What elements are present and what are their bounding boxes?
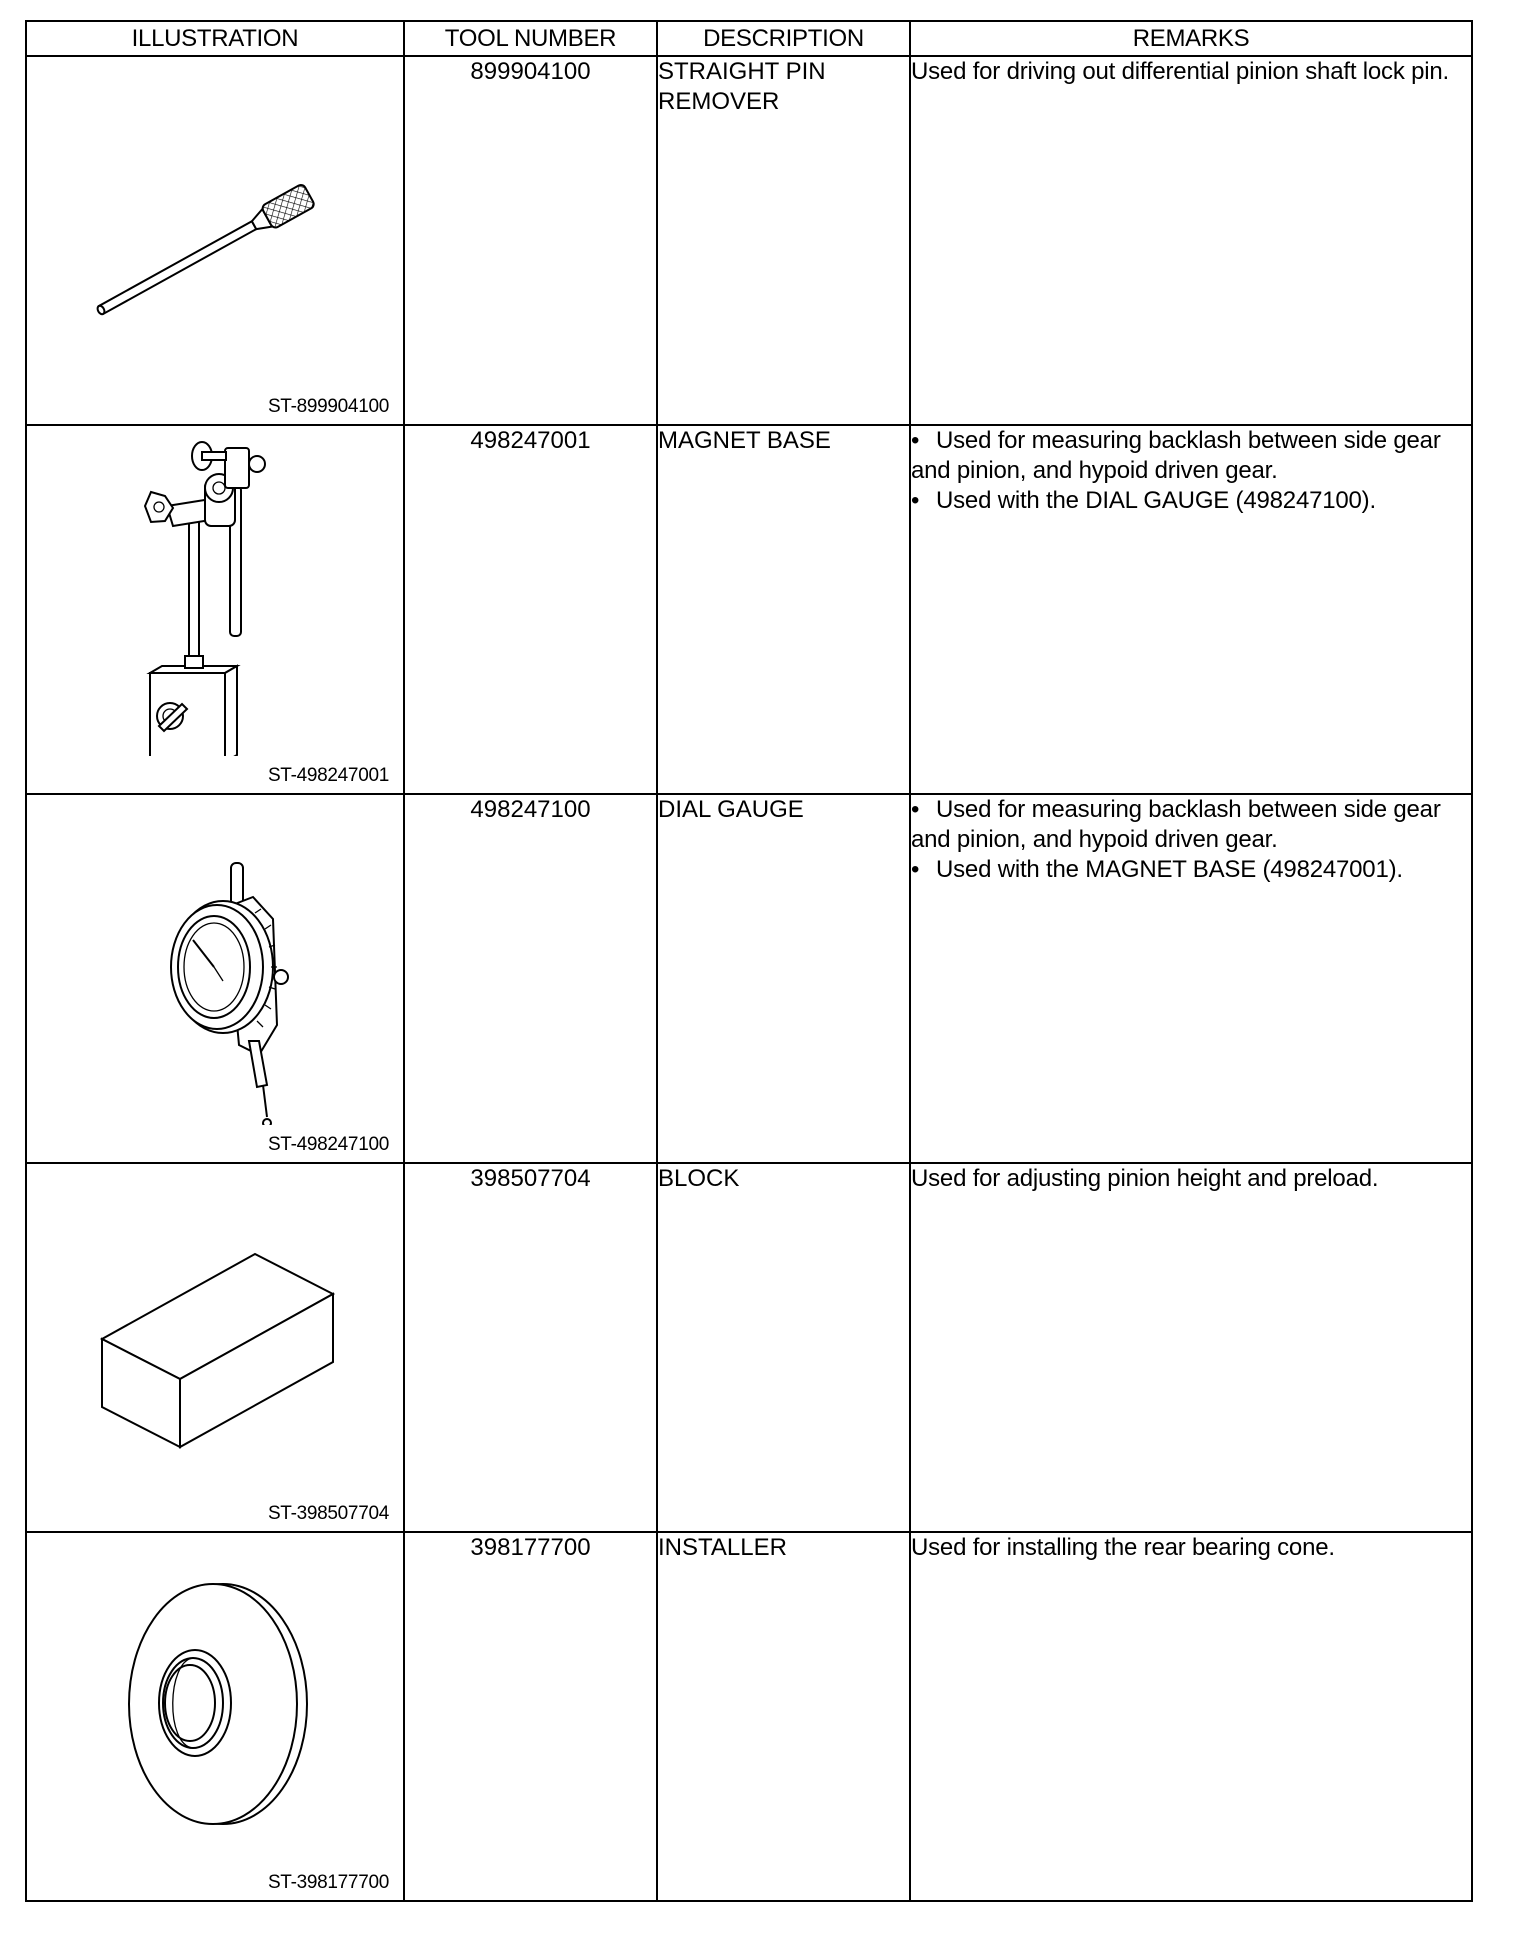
illustration-code: ST-899904100 [267, 396, 389, 417]
illustration-cell [26, 794, 404, 1163]
tool-number: 398177700 [404, 1532, 657, 1901]
tool-remarks [910, 1532, 1472, 1901]
tool-remarks [910, 794, 1472, 1163]
illustration-cell [26, 56, 404, 425]
special-tools-table [25, 20, 1473, 1902]
illustration-cell [26, 425, 404, 794]
illustration-cell [26, 1163, 404, 1532]
tool-number: 498247001 [404, 425, 657, 794]
tool-description: DIAL GAUGE [657, 794, 910, 1163]
remarks-text: Used for installing the rear bearing cone. [911, 1534, 1335, 1561]
illustration-code: ST-398177700 [267, 1872, 389, 1893]
dial-gauge-icon [27, 795, 401, 1125]
remarks-list [911, 426, 1471, 516]
tool-remarks [910, 56, 1472, 425]
header-remarks: REMARKS [910, 21, 1472, 56]
remarks-bullet: • Used for measuring backlash between side gear and pinion, and hypoid driven gear. [911, 427, 1441, 484]
table-row [26, 1163, 1472, 1532]
illustration-cell [26, 1532, 404, 1901]
header-tool-number: TOOL NUMBER [404, 21, 657, 56]
tool-remarks [910, 425, 1472, 794]
block-icon [27, 1164, 401, 1494]
installer-icon [27, 1533, 401, 1863]
remarks-bullet: • Used with the MAGNET BASE (498247001). [911, 856, 1403, 883]
tool-description: BLOCK [657, 1163, 910, 1532]
remarks-bullet: • Used with the DIAL GAUGE (498247100). [911, 487, 1376, 514]
header-illustration: ILLUSTRATION [26, 21, 404, 56]
tool-number: 398507704 [404, 1163, 657, 1532]
remarks-text: Used for driving out differential pinion shaft lock pin. [911, 58, 1449, 85]
tool-number: 899904100 [404, 56, 657, 425]
header-row [26, 21, 1472, 56]
tool-description: INSTALLER [657, 1532, 910, 1901]
remarks-text: Used for adjusting pinion height and preload. [911, 1165, 1379, 1192]
illustration-code: ST-498247001 [267, 765, 389, 786]
tool-number: 498247100 [404, 794, 657, 1163]
tool-description: STRAIGHT PIN REMOVER [657, 56, 910, 425]
table-row [26, 425, 1472, 794]
illustration-code: ST-498247100 [267, 1134, 389, 1155]
remarks-list [911, 795, 1471, 885]
header-description: DESCRIPTION [657, 21, 910, 56]
table-row [26, 794, 1472, 1163]
tool-description: MAGNET BASE [657, 425, 910, 794]
illustration-code: ST-398507704 [267, 1503, 389, 1524]
table-row [26, 56, 1472, 425]
table-row [26, 1532, 1472, 1901]
remarks-bullet: • Used for measuring backlash between side gear and pinion, and hypoid driven gear. [911, 796, 1441, 853]
straight-pin-remover-icon [27, 57, 401, 387]
magnet-base-icon [27, 426, 401, 756]
tool-remarks [910, 1163, 1472, 1532]
